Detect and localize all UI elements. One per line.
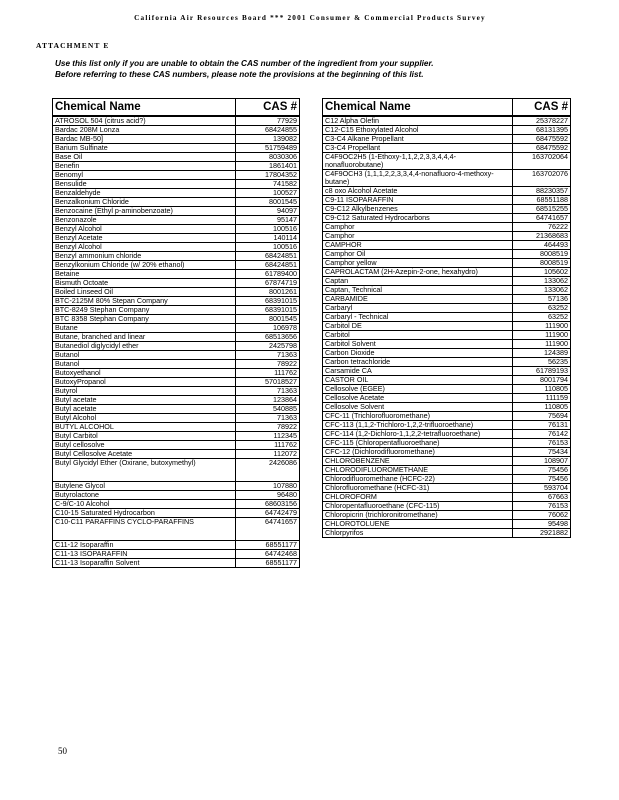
table-row <box>323 223 571 232</box>
cas-number-cell: 71363 <box>236 414 300 423</box>
table-row <box>323 322 571 331</box>
cas-number-cell: 139082 <box>236 135 300 144</box>
table-row <box>53 414 300 423</box>
chemical-name-cell: C9-C12 Saturated Hydrocarbons <box>323 214 513 223</box>
table-row <box>323 286 571 295</box>
cas-number-cell: 78922 <box>236 423 300 432</box>
cas-number-cell: 68515255 <box>513 205 571 214</box>
instructions <box>55 58 525 80</box>
column-header-chemical-name: Chemical Name <box>323 99 513 117</box>
cas-number-cell: 111900 <box>513 322 571 331</box>
chemical-name-cell: Benzaldehyde <box>53 189 236 198</box>
cas-number-cell: 68391015 <box>236 306 300 315</box>
cas-number-cell: 111159 <box>513 394 571 403</box>
table-row <box>323 403 571 412</box>
cas-number-cell: 68424855 <box>236 126 300 135</box>
chemical-name-cell: Benzalkonium Chloride <box>53 198 236 207</box>
chemical-name-cell: CFC-11 (Trichlorofluoromethane) <box>323 412 513 421</box>
table-row <box>53 216 300 225</box>
table-row <box>323 259 571 268</box>
chemical-name-cell: CFC-113 (1,1,2-Trichloro-1,2,2-trifluoroethane) <box>323 421 513 430</box>
cas-number-cell: 88230357 <box>513 187 571 196</box>
cas-number-cell: 8030306 <box>236 153 300 162</box>
chemical-name-cell: Base Oil <box>53 153 236 162</box>
table-row <box>53 387 300 396</box>
cas-number-cell: 111762 <box>236 369 300 378</box>
chemical-name-cell: CFC-12 (Dichlorodifluoromethane) <box>323 448 513 457</box>
cas-number-cell: 106978 <box>236 324 300 333</box>
chemical-name-cell: BTC 8358 Stephan Company <box>53 315 236 324</box>
cas-number-cell: 64741657 <box>236 518 300 541</box>
table-row <box>323 196 571 205</box>
chemical-name-cell: CAPROLACTAM (2H-Azepin-2-one, hexahydro) <box>323 268 513 277</box>
chemical-name-cell: Chloropentafluoroethane (CFC-115) <box>323 502 513 511</box>
table-row <box>53 171 300 180</box>
chemical-name-cell: Captan <box>323 277 513 286</box>
chemical-name-cell: C9-11 ISOPARAFFIN <box>323 196 513 205</box>
column-header-cas: CAS # <box>513 99 571 117</box>
cas-number-cell: 68131395 <box>513 126 571 135</box>
cas-number-cell: 8001794 <box>513 376 571 385</box>
chemical-name-cell: c8 oxo Alcohol Acetate <box>323 187 513 196</box>
table-row <box>53 135 300 144</box>
chemical-name-cell: Butyl Alcohol <box>53 414 236 423</box>
chemical-name-cell: CASTOR OIL <box>323 376 513 385</box>
column-header-cas: CAS # <box>236 99 300 117</box>
cas-number-cell: 741582 <box>236 180 300 189</box>
chemical-name-cell: Benefin <box>53 162 236 171</box>
cas-number-cell: 8008519 <box>513 250 571 259</box>
table-row <box>53 369 300 378</box>
cas-number-cell: 593704 <box>513 484 571 493</box>
instruction-line: Before referring to these CAS numbers, please note the provisions at the beginning of this list. <box>55 70 424 79</box>
chemical-name-cell: C11-13 ISOPARAFFIN <box>53 550 236 559</box>
chemical-name-cell: Butane <box>53 324 236 333</box>
cas-number-cell: 123864 <box>236 396 300 405</box>
chemical-name-cell: Camphor Oil <box>323 250 513 259</box>
chemical-name-cell: BTC-8249 Stephan Company <box>53 306 236 315</box>
table-row <box>323 116 571 126</box>
table-row <box>53 432 300 441</box>
chemical-name-cell: Bardac 208M Lonza <box>53 126 236 135</box>
cas-number-cell: 68551188 <box>513 196 571 205</box>
table-row <box>53 162 300 171</box>
chemical-name-cell: Cellosolve Solvent <box>323 403 513 412</box>
table-row <box>53 518 300 541</box>
cas-number-cell: 75456 <box>513 466 571 475</box>
chemical-name-cell: BTC-2125M 80% Stepan Company <box>53 297 236 306</box>
chemical-name-cell: Benzocaine (Ethyl p-aminobenzoate) <box>53 207 236 216</box>
chemical-name-cell: Butyl cellosolve <box>53 441 236 450</box>
table-row <box>53 351 300 360</box>
cas-number-cell: 133062 <box>513 286 571 295</box>
chemical-name-cell: Carbitol Solvent <box>323 340 513 349</box>
table-row <box>53 189 300 198</box>
table-row <box>53 396 300 405</box>
table-row <box>323 367 571 376</box>
cas-number-cell: 71363 <box>236 351 300 360</box>
cas-number-cell: 8001545 <box>236 315 300 324</box>
cas-number-cell: 2921882 <box>513 529 571 538</box>
survey-header: California Air Resources Board *** 2001 Consumer & Commercial Products Survey <box>134 14 486 22</box>
chemical-name-cell: BUTYL ALCOHOL <box>53 423 236 432</box>
table-row <box>323 304 571 313</box>
table-row <box>323 277 571 286</box>
chemical-name-cell: C9-C12 Alkylbenzenes <box>323 205 513 214</box>
table-row <box>53 306 300 315</box>
cas-number-cell: 95498 <box>513 520 571 529</box>
table-row <box>53 509 300 518</box>
cas-number-cell: 68475592 <box>513 135 571 144</box>
chemical-name-cell: C10-15 Saturated Hydrocarbon <box>53 509 236 518</box>
chemical-name-cell: Benzylkonium Chloride (w/ 20% ethanol) <box>53 261 236 270</box>
chemical-name-cell: Chlorodifluoromethane (HCFC-22) <box>323 475 513 484</box>
chemical-name-cell: C11-13 Isoparaffin Solvent <box>53 559 236 568</box>
cas-number-cell: 133062 <box>513 277 571 286</box>
cas-number-cell: 68513656 <box>236 333 300 342</box>
table-row <box>53 279 300 288</box>
chemical-name-cell: Benzyl Acetate <box>53 234 236 243</box>
table-row <box>53 270 300 279</box>
table-row <box>53 153 300 162</box>
column-header-chemical-name: Chemical Name <box>53 99 236 117</box>
table-row <box>323 349 571 358</box>
cas-number-cell: 68424851 <box>236 261 300 270</box>
cas-number-cell: 108907 <box>513 457 571 466</box>
chemical-name-cell: CHLORODIFLUOROMETHANE <box>323 466 513 475</box>
chemical-name-cell: Chlorofluoromethane (HCFC-31) <box>323 484 513 493</box>
cas-number-cell: 8008519 <box>513 259 571 268</box>
chemical-name-cell: Carbon tetrachloride <box>323 358 513 367</box>
cas-number-cell: 76153 <box>513 439 571 448</box>
chemical-name-cell: Bensulide <box>53 180 236 189</box>
table-row <box>323 412 571 421</box>
table-row <box>53 405 300 414</box>
table-row <box>53 116 300 126</box>
cas-number-cell: 76153 <box>513 502 571 511</box>
table-row <box>323 135 571 144</box>
chemical-name-cell: Carbaryl - Technical <box>323 313 513 322</box>
table-row <box>53 198 300 207</box>
cas-number-cell: 76062 <box>513 511 571 520</box>
chemical-name-cell: C10-C11 PARAFFINS CYCLO-PARAFFINS <box>53 518 236 541</box>
chemical-name-cell: Butyrolactone <box>53 491 236 500</box>
chemical-name-cell: Butyl acetate <box>53 396 236 405</box>
cas-number-cell: 67874719 <box>236 279 300 288</box>
cas-number-cell: 68424851 <box>236 252 300 261</box>
cas-number-cell: 75456 <box>513 475 571 484</box>
cas-number-cell: 95147 <box>236 216 300 225</box>
chemical-name-cell: Butane, branched and linear <box>53 333 236 342</box>
cas-number-cell: 540885 <box>236 405 300 414</box>
chemical-name-cell: Carbaryl <box>323 304 513 313</box>
cas-number-cell: 76131 <box>513 421 571 430</box>
cas-number-cell: 67663 <box>513 493 571 502</box>
table-row <box>53 324 300 333</box>
cas-number-cell: 25378227 <box>513 116 571 126</box>
cas-number-cell: 78922 <box>236 360 300 369</box>
attachment-label: ATTACHMENT E <box>36 41 110 50</box>
table-row <box>323 205 571 214</box>
table-row <box>53 500 300 509</box>
cas-number-cell: 107880 <box>236 482 300 491</box>
table-row <box>53 423 300 432</box>
table-row <box>53 559 300 568</box>
chemical-name-cell: C12-C15 Ethoxylated Alcohol <box>323 126 513 135</box>
cas-number-cell: 71363 <box>236 387 300 396</box>
table-row <box>323 313 571 322</box>
chemical-name-cell: Carsamide CA <box>323 367 513 376</box>
table-row <box>323 484 571 493</box>
cas-number-cell: 110805 <box>513 403 571 412</box>
chemical-name-cell: C3-C4 Alkane Propellant <box>323 135 513 144</box>
cas-number-cell: 76222 <box>513 223 571 232</box>
cas-number-cell: 63252 <box>513 313 571 322</box>
cas-number-cell: 111900 <box>513 331 571 340</box>
cas-number-cell: 111900 <box>513 340 571 349</box>
chemical-name-cell: Chloropicrin (trichloronitromethane) <box>323 511 513 520</box>
chemical-name-cell: CAMPHOR <box>323 241 513 250</box>
cas-number-cell: 61789400 <box>236 270 300 279</box>
chemical-name-cell: CFC-115 (Chloropentafluoroethane) <box>323 439 513 448</box>
cas-number-cell: 111762 <box>236 441 300 450</box>
cas-number-cell: 57018527 <box>236 378 300 387</box>
chemical-name-cell: Butyl acetate <box>53 405 236 414</box>
table-row <box>53 315 300 324</box>
table-row <box>323 144 571 153</box>
table-row <box>53 252 300 261</box>
table-header-row <box>323 99 571 117</box>
chemical-name-cell: Benzyl ammonium chloride <box>53 252 236 261</box>
cas-number-cell: 64742468 <box>236 550 300 559</box>
instruction-line: Use this list only if you are unable to obtain the CAS number of the ingredient from your supplier. <box>55 59 434 68</box>
table-row <box>323 511 571 520</box>
chemical-name-cell: Butyl Carbitol <box>53 432 236 441</box>
chemical-name-cell: Barium Sulfinate <box>53 144 236 153</box>
chemical-name-cell: Camphor yellow <box>323 259 513 268</box>
cas-number-cell: 64741657 <box>513 214 571 223</box>
table-row <box>53 441 300 450</box>
table-row <box>53 288 300 297</box>
table-row <box>53 207 300 216</box>
table-row <box>323 421 571 430</box>
cas-number-cell: 63252 <box>513 304 571 313</box>
chemical-name-cell: Cellosolve (EGEE) <box>323 385 513 394</box>
chemical-name-cell: Betaine <box>53 270 236 279</box>
table-row <box>323 475 571 484</box>
cas-number-cell: 76142 <box>513 430 571 439</box>
table-row <box>53 342 300 351</box>
table-row <box>323 340 571 349</box>
chemical-name-cell: Butanol <box>53 360 236 369</box>
table-row <box>323 153 571 170</box>
table-row <box>53 360 300 369</box>
chemical-name-cell: Butanediol diglycidyl ether <box>53 342 236 351</box>
chemical-name-cell: Benomyl <box>53 171 236 180</box>
cas-number-cell: 61789193 <box>513 367 571 376</box>
chemical-name-cell: Bardac MB-50] <box>53 135 236 144</box>
chemical-name-cell: Butylene Glycol <box>53 482 236 491</box>
table-row <box>53 225 300 234</box>
table-row <box>53 261 300 270</box>
cas-number-cell: 140114 <box>236 234 300 243</box>
table-row <box>323 385 571 394</box>
cas-number-cell: 96480 <box>236 491 300 500</box>
left-table-body <box>53 116 300 568</box>
cas-number-cell: 112072 <box>236 450 300 459</box>
chemical-name-cell: Captan, Technical <box>323 286 513 295</box>
cas-number-cell: 100516 <box>236 225 300 234</box>
table-row <box>323 430 571 439</box>
chemical-name-cell: Butanol <box>53 351 236 360</box>
table-row <box>323 394 571 403</box>
table-row <box>323 466 571 475</box>
table-row <box>53 550 300 559</box>
cas-number-cell: 100527 <box>236 189 300 198</box>
chemical-name-cell: Benzyl Alcohol <box>53 243 236 252</box>
table-row <box>53 491 300 500</box>
table-row <box>323 241 571 250</box>
left-chemical-table <box>52 98 300 568</box>
cas-number-cell: 17804352 <box>236 171 300 180</box>
chemical-name-cell: Camphor <box>323 232 513 241</box>
table-row <box>53 482 300 491</box>
chemical-name-cell: C4F9OCH3 (1,1,1,2,2,3,3,4,4-nonafluoro-4-methoxy-butane) <box>323 170 513 187</box>
table-row <box>53 378 300 387</box>
chemical-name-cell: C4F9OC2H5 (1-Ethoxy-1,1,2,2,3,3,4,4,4-nonafluorobutane) <box>323 153 513 170</box>
chemical-name-cell: Carbitol <box>323 331 513 340</box>
chemical-name-cell: C-9/C-10 Alcohol <box>53 500 236 509</box>
cas-number-cell: 2426086 <box>236 459 300 482</box>
table-row <box>323 331 571 340</box>
chemical-name-cell: Carbitol DE <box>323 322 513 331</box>
chemical-name-cell: C12 Alpha Olefin <box>323 116 513 126</box>
cas-number-cell: 56235 <box>513 358 571 367</box>
cas-number-cell: 8001261 <box>236 288 300 297</box>
chemical-name-cell: Butyrol <box>53 387 236 396</box>
table-row <box>323 187 571 196</box>
chemical-name-cell: CFC-114 (1,2-Dichloro-1,1,2,2-tetrafluoroethane) <box>323 430 513 439</box>
chemical-name-cell: Carbon Dioxide <box>323 349 513 358</box>
table-row <box>323 439 571 448</box>
table-row <box>323 126 571 135</box>
table-row <box>323 376 571 385</box>
chemical-name-cell: Camphor <box>323 223 513 232</box>
cas-number-cell: 124389 <box>513 349 571 358</box>
cas-number-cell: 57136 <box>513 295 571 304</box>
table-row <box>323 493 571 502</box>
table-row <box>53 126 300 135</box>
cas-number-cell: 94097 <box>236 207 300 216</box>
chemical-name-cell: ATROSOL 504 (citrus acid?) <box>53 116 236 126</box>
right-chemical-table <box>322 98 571 538</box>
cas-number-cell: 163702064 <box>513 153 571 170</box>
table-row <box>323 214 571 223</box>
table-row <box>323 448 571 457</box>
table-row <box>323 268 571 277</box>
chemical-name-cell: CHLOROTOLUENE <box>323 520 513 529</box>
chemical-name-cell: Benzonazole <box>53 216 236 225</box>
cas-number-cell: 75694 <box>513 412 571 421</box>
cas-number-cell: 1861401 <box>236 162 300 171</box>
cas-number-cell: 2425798 <box>236 342 300 351</box>
table-row <box>53 450 300 459</box>
cas-number-cell: 68603156 <box>236 500 300 509</box>
cas-number-cell: 105602 <box>513 268 571 277</box>
cas-number-cell: 68551177 <box>236 559 300 568</box>
table-row <box>323 520 571 529</box>
table-row <box>323 295 571 304</box>
cas-number-cell: 51759489 <box>236 144 300 153</box>
cas-number-cell: 77929 <box>236 116 300 126</box>
table-row <box>323 457 571 466</box>
table-row <box>53 541 300 550</box>
chemical-name-cell: CHLOROBENZENE <box>323 457 513 466</box>
table-row <box>323 529 571 538</box>
cas-number-cell: 21368683 <box>513 232 571 241</box>
table-row <box>323 170 571 187</box>
right-table-body <box>323 116 571 538</box>
cas-number-cell: 163702076 <box>513 170 571 187</box>
chemical-name-cell: C11-12 Isoparaffin <box>53 541 236 550</box>
cas-number-cell: 64742479 <box>236 509 300 518</box>
table-row <box>53 234 300 243</box>
chemical-name-cell: Benzyl Alcohol <box>53 225 236 234</box>
table-row <box>323 358 571 367</box>
chemical-name-cell: CHLOROFORM <box>323 493 513 502</box>
table-row <box>323 232 571 241</box>
cas-number-cell: 100516 <box>236 243 300 252</box>
cas-number-cell: 112345 <box>236 432 300 441</box>
chemical-name-cell: Butyl Cellosolve Acetate <box>53 450 236 459</box>
chemical-name-cell: Chlorpyrifos <box>323 529 513 538</box>
chemical-name-cell: Butoxyethanol <box>53 369 236 378</box>
cas-number-cell: 464493 <box>513 241 571 250</box>
chemical-name-cell: C3-C4 Propellant <box>323 144 513 153</box>
chemical-name-cell: ButoxyPropanol <box>53 378 236 387</box>
table-row <box>53 243 300 252</box>
table-row <box>323 502 571 511</box>
table-row <box>53 297 300 306</box>
page-number: 50 <box>58 746 67 756</box>
table-row <box>53 333 300 342</box>
chemical-name-cell: Bismuth Octoate <box>53 279 236 288</box>
cas-number-cell: 68391015 <box>236 297 300 306</box>
table-row <box>323 250 571 259</box>
chemical-name-cell: Boiled Linseed Oil <box>53 288 236 297</box>
chemical-name-cell: CARBAMIDE <box>323 295 513 304</box>
cas-number-cell: 110805 <box>513 385 571 394</box>
table-row <box>53 459 300 482</box>
chemical-name-cell: Cellosolve Acetate <box>323 394 513 403</box>
table-row <box>53 144 300 153</box>
cas-number-cell: 68475592 <box>513 144 571 153</box>
table-row <box>53 180 300 189</box>
cas-number-cell: 68551177 <box>236 541 300 550</box>
cas-number-cell: 8001545 <box>236 198 300 207</box>
table-header-row <box>53 99 300 117</box>
chemical-name-cell: Butyl Glycidyl Ether (Oxirane, butoxymethyl) <box>53 459 236 482</box>
cas-number-cell: 75434 <box>513 448 571 457</box>
